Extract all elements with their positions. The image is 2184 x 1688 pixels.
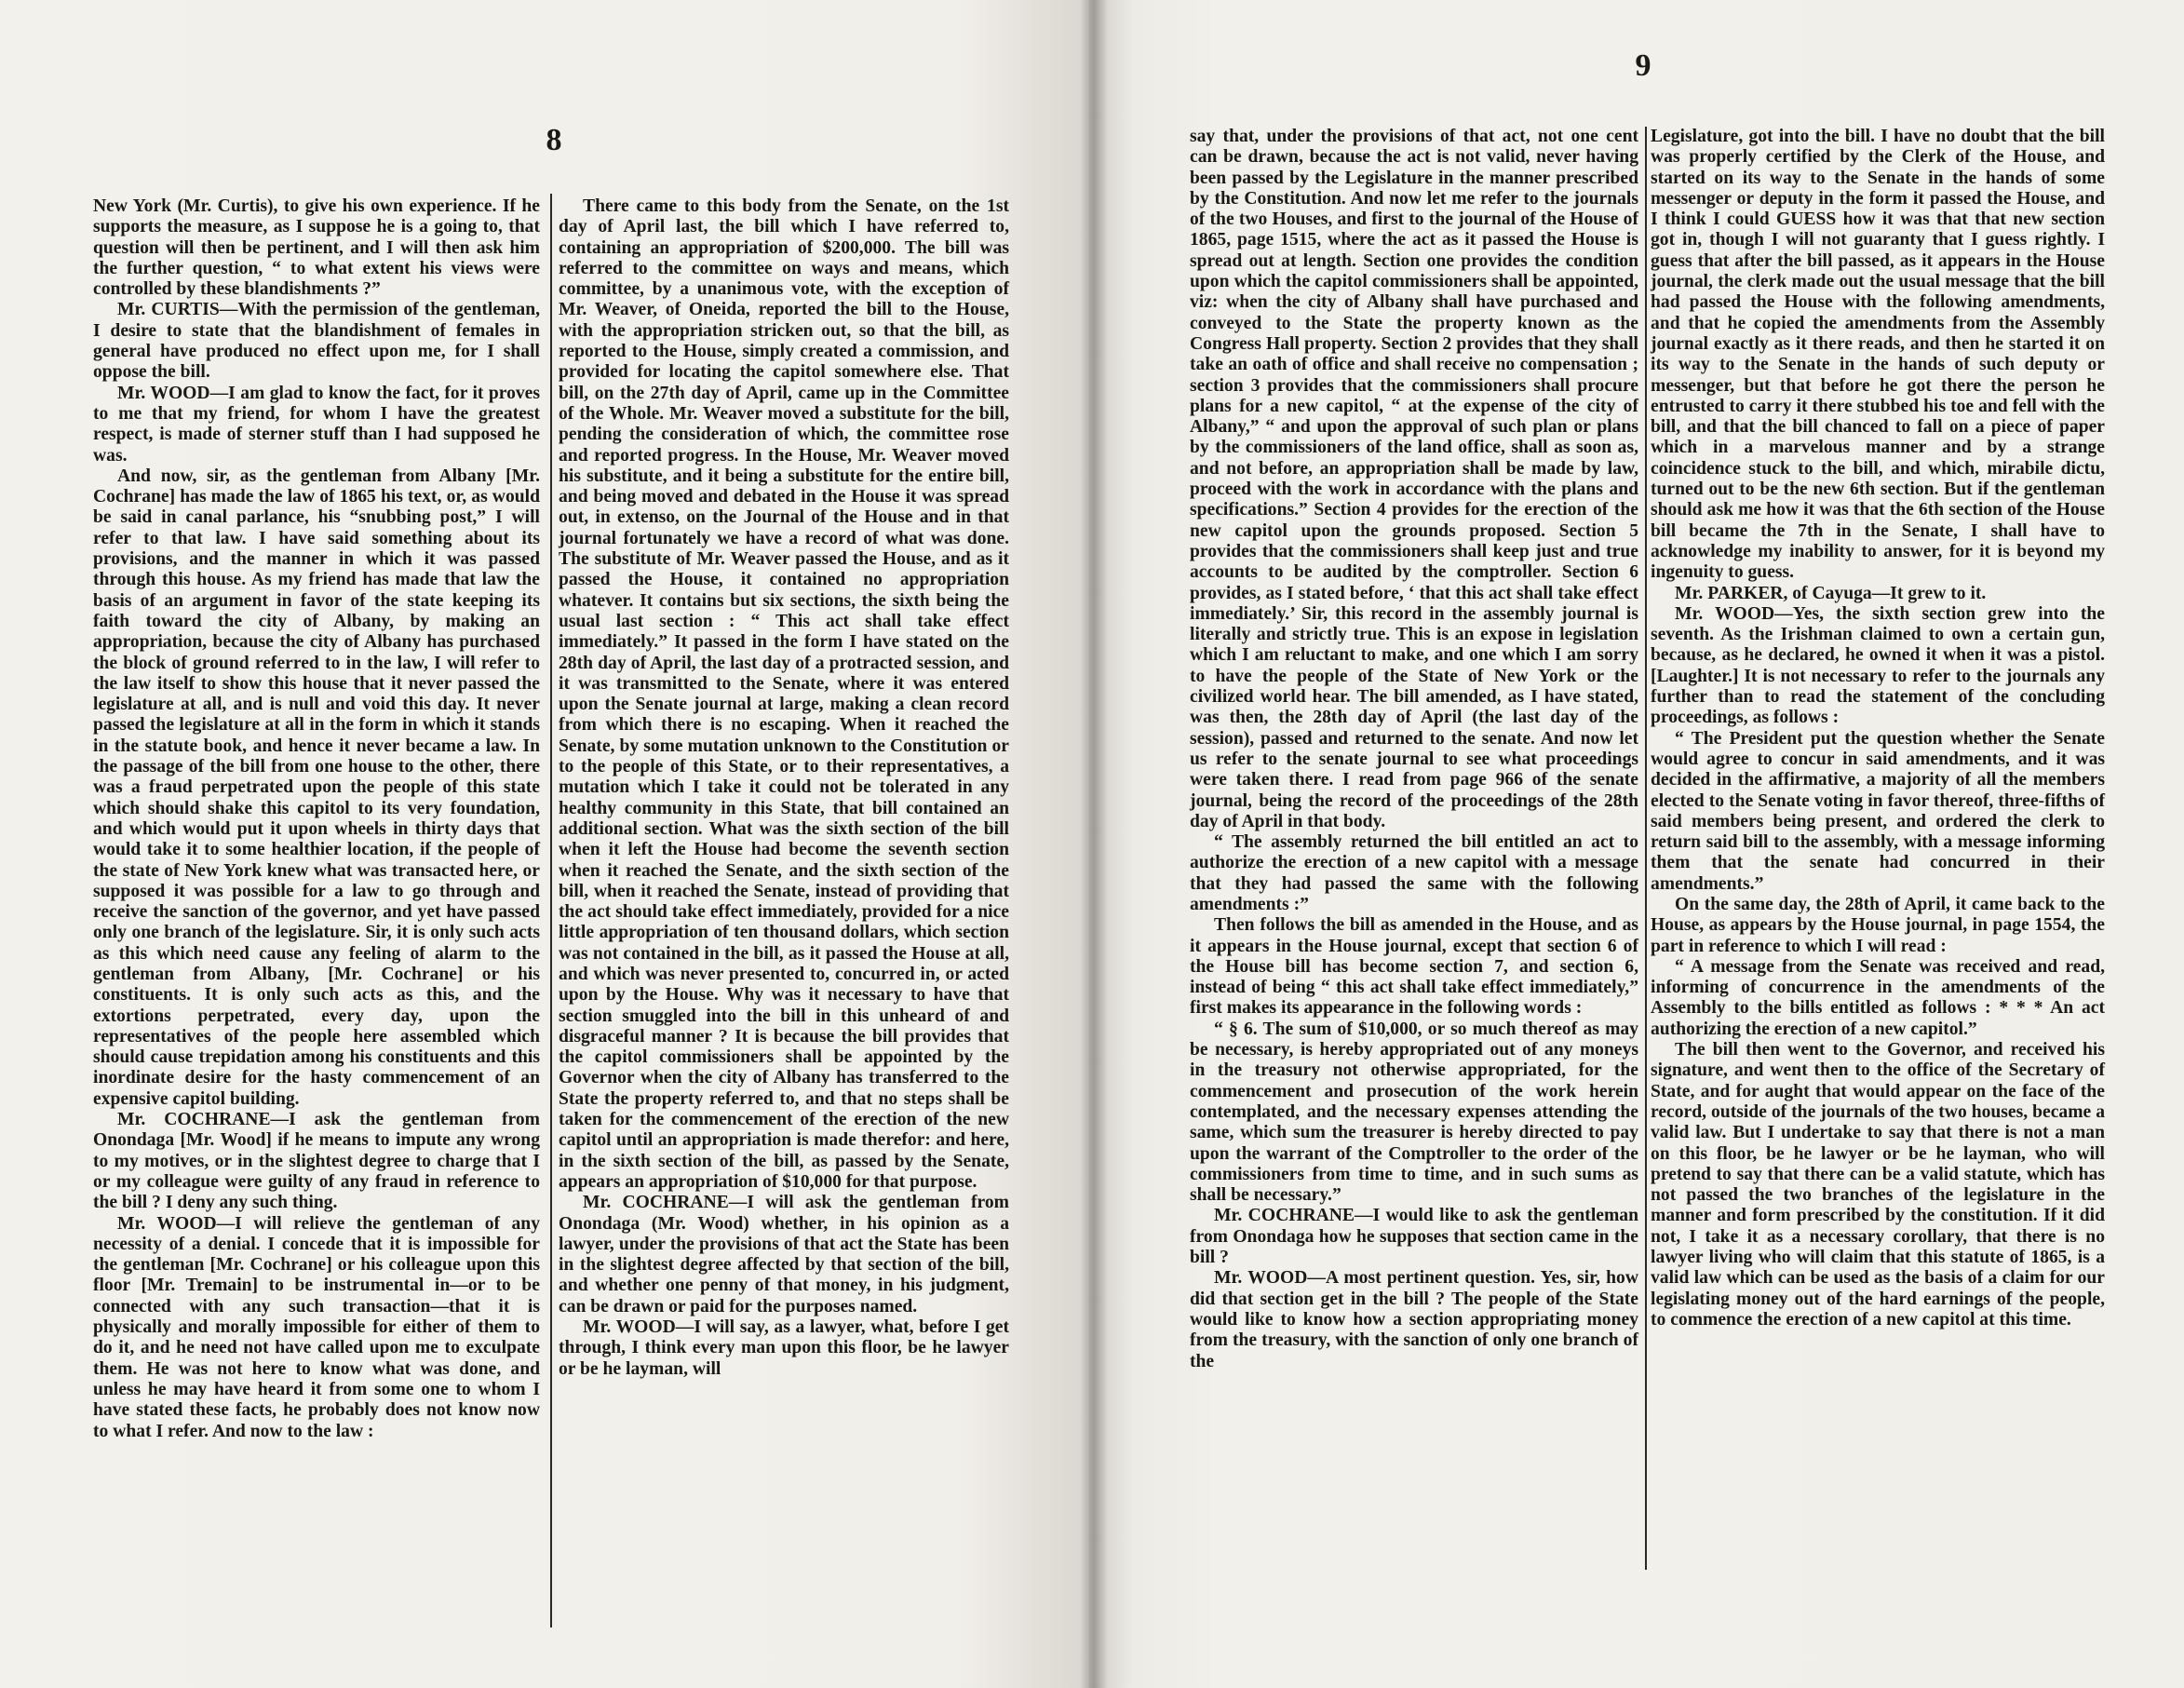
column-divider	[1645, 127, 1647, 1570]
column-1	[93, 196, 540, 1442]
book-gutter	[1080, 0, 1108, 1688]
paragraph: Legislature, got into the bill. I have no doubt that the bill was properly certified by the Clerk of the House, and started on its way to the Senate in the hands of some messenger or deputy in the form it passed the House, and I think I could GUESS how it was that that new section got in, though I will not guaranty that I guess rightly. I guess that after the bill passed, as it appears in the House journal, the clerk made out the usual message that the bill had passed the House with the following amendments, and that he copied the amendments from the Assembly journal exactly as it there reads, and then he started it on its way to the Senate in the hands of such deputy or messenger, but that before he got there the person he entrusted to carry it there stubbed his toe and fell with the bill, and that the bill chanced to fall on a piece of paper which in a marvelous manner and by a strange coincidence stuck to the bill, and which, mirabile dictu, turned out to be the new 6th section. But if the gentleman should ask me how it was that the 6th section of the House bill became the 7th in the Senate, I shall have to acknowledge my inability to answer, for it is beyond my ingenuity to guess.	[1651, 127, 2105, 583]
column-4	[1651, 127, 2105, 1330]
column-3	[1190, 127, 1638, 1372]
paragraph: Mr. WOOD—I will say, as a lawyer, what, before I get through, I think every man upon this floor, be he lawyer or be he layman, will	[559, 1317, 1009, 1379]
column-divider	[550, 194, 552, 1627]
paragraph: Mr. WOOD—I will relieve the gentleman of any necessity of a denial. I concede that it is impossible for the gentleman [Mr. Cochrane] or his colleague upon this floor [Mr. Tremain] to be instrumental in—or to be connected with any such transaction—that it is physically and morally impossible for either of them to do it, and he need not have called upon me to exculpate them. He was not here to know what was done, and unless he may have heard it from some one to whom I have stated these facts, he probably does not know now to what I refer. And now to the law :	[93, 1213, 540, 1441]
paragraph: “ The assembly returned the bill entitled an act to authorize the erection of a new capitol with a message that they had passed the same with the following amendments :”	[1190, 832, 1638, 914]
paragraph: Mr. WOOD—Yes, the sixth section grew into the seventh. As the Irishman claimed to own a certain gun, because, as he declared, he owned it when it was a pistol. [Laughter.] It is not necessary to refer to the journals any further than to read the statement of the concluding proceedings, as follows :	[1651, 603, 2105, 728]
page-number-right: 9	[1635, 48, 1651, 83]
paragraph: say that, under the provisions of that act, not one cent can be drawn, because the act is not valid, never having been passed by the Legislature in the manner prescribed by the Constitution. And now let me refer to the journals of the two Houses, and first to the journal of the House of 1865, page 1515, where the act as it passed the House is spread out at length. Section one provides the condition upon which the capitol commissioners shall be appointed, viz: when the city of Albany shall have purchased and conveyed to the State the property known as the Congress Hall property. Section 2 provides that they shall take an oath of office and shall receive no compensation ; section 3 provides that the commissioners shall procure plans for a new capitol, “ at the expense of the city of Albany,” “ and upon the approval of such plan or plans by the commissioners of the land office, shall as soon as, and not before, an appropriation shall be made by law, proceed with the work in accordance with the plans and specifications.” Section 4 provides for the erection of the new capitol upon the grounds proposed. Section 5 provides that the commissioners shall keep just and true accounts to be audited by the comptroller. Section 6 provides, as I stated before, ‘ that this act shall take effect immediately.’ Sir, this record in the assembly journal is literally and strictly true. This is an expose in legislation which I am reluctant to make, and one which I am sorry to have the people of the State of New York or the civilized world hear. The bill amended, as I have stated, was then, the 28th day of April (the last day of the session), passed and returned to the senate. And now let us refer to the senate journal to see what proceedings were taken there. I read from page 966 of the senate journal, being the record of the proceedings of the 28th day of April in that body.	[1190, 127, 1638, 831]
paragraph: There came to this body from the Senate, on the 1st day of April last, the bill which I have referred to, containing an appropriation of $200,000. The bill was referred to the committee on ways and means, which committee, by a unanimous vote, with the exception of Mr. Weaver, of Oneida, reported the bill to the House, with the appropriation stricken out, so that the bill, as reported to the House, simply created a commission, and provided for locating the capitol somewhere else. That bill, on the 27th day of April, came up in the Committee of the Whole. Mr. Weaver moved a substitute for the bill, pending the consideration of which, the committee rose and reported progress. In the House, Mr. Weaver moved his substitute, and it being a substitute for the entire bill, and being moved and debated in the House it was spread out, in extenso, on the Journal of the House and in that journal fortunately we have a record of what was done. The substitute of Mr. Weaver passed the House, and as it passed the House, it contained no appropriation whatever. It contains but six sections, the sixth being the usual last section : “ This act shall take effect immediately.” It passed in the form I have stated on the 28th day of April, the last day of a protracted session, and it was transmitted to the Senate, where it was entered upon the Senate journal at large, making a clean record from which there is no escaping. When it reached the Senate, by some mutation unknown to the Constitution or to the people of this State, or to their representatives, a mutation which I take it could not be tolerated in any healthy community in this State, that bill contained an additional section. What was the sixth section of the bill when it left the House had become the seventh section when it reached the Senate, and the sixth section of the bill, when it reached the Senate, instead of providing that the act should take effect immediately, provided for a nice little appropriation of ten thousand dollars, which section was not contained in the bill, as it passed the House at all, and which was never presented to, concurred in, or acted upon by the House. Why was it necessary to have that section smuggled into the bill in this unheard of and disgraceful manner ? It is because the bill provides that the capitol commissioners shall be appointed by the Governor when the city of Albany has transferred to the State the property referred to, and that no steps shall be taken for the commencement of the erection of the new capitol until an appropriation is made therefor: and here, in the sixth section of the bill, as passed by the Senate, appears an appropriation of $10,000 for that purpose.	[559, 196, 1009, 1192]
paragraph: “ § 6. The sum of $10,000, or so much thereof as may be necessary, is hereby appropriated out of any moneys in the treasury not otherwise appropriated, for the commencement and prosecution of the work herein contemplated, and the necessary expenses attending the same, which sum the treasurer is hereby directed to pay upon the warrant of the Comptroller to the order of the commissioners from time to time, and in such sums as shall be necessary.”	[1190, 1019, 1638, 1206]
left-page	[0, 0, 1089, 1688]
page-number-left: 8	[546, 123, 562, 157]
paragraph: “ The President put the question whether the Senate would agree to concur in said amendments, and it was decided in the affirmative, a majority of all the members elected to the Senate voting in favor thereof, three-fifths of said members being present, and ordered the clerk to return said bill to the assembly, with a message informing them that the senate had concurred in their amendments.”	[1651, 728, 2105, 894]
paragraph: Mr. COCHRANE—I will ask the gentleman from Onondaga (Mr. Wood) whether, in his opinion as a lawyer, under the provisions of that act the State has been in the slightest degree affected by that section of the bill, and whether one penny of that money, in his judgment, can be drawn or paid for the purposes named.	[559, 1193, 1009, 1317]
paragraph: Mr. COCHRANE—I would like to ask the gentleman from Onondaga how he supposes that section came in the bill ?	[1190, 1206, 1638, 1268]
paragraph: “ A message from the Senate was received and read, informing of concurrence in the amendments of the Assembly to the bills entitled as follows : * * * An act authorizing the erection of a new capitol.”	[1651, 956, 2105, 1039]
paragraph: Mr. CURTIS—With the permission of the gentleman, I desire to state that the blandishment of females in general have produced no effect upon me, for I shall oppose the bill.	[93, 300, 540, 383]
paragraph: Then follows the bill as amended in the House, and as it appears in the House journal, except that section 6 of the House bill has become section 7, and section 6, instead of being “ this act shall take effect immediately,” first makes its appearance in the following words :	[1190, 915, 1638, 1019]
paragraph: New York (Mr. Curtis), to give his own experience. If he supports the measure, as I suppose he is a going to, that question will then be pertinent, and I will then ask him the further question, “ to what extent his views were controlled by these blandishments ?”	[93, 196, 540, 300]
paragraph: Mr. PARKER, of Cayuga—It grew to it.	[1675, 583, 1987, 603]
paragraph: Mr. WOOD—A most pertinent question. Yes, sir, how did that section get in the bill ? The people of the State would like to know how a section appropriating money from the treasury, with the sanction of only one branch of the	[1190, 1268, 1638, 1371]
paragraph: On the same day, the 28th of April, it came back to the House, as appears by the House journal, in page 1554, the part in reference to which I will read :	[1651, 894, 2105, 956]
paragraph: And now, sir, as the gentleman from Albany [Mr. Cochrane] has made the law of 1865 his text, or, as would be said in canal parlance, his “snubbing post,” I will refer to that law. I have said something about its provisions, and the manner in which it was passed through this house. As my friend has made that law the basis of an argument in favor of the state keeping its faith toward the city of Albany, by making an appropriation, because the city of Albany has purchased the block of ground referred to in the law, I will refer to the law itself to show this house that it never passed the legislature at all, and is null and void this day. It never passed the legislature at all in the form in which it stands in the statute book, and hence it never became a law. In the passage of the bill from one house to the other, there was a fraud perpetrated upon the people of this state which should shake this capitol to its very foundation, and which would put it upon wheels in thirty days that would take it to some healthier location, if the people of the state of New York knew what was transacted here, or supposed it was possible for a law to go through and receive the sanction of the governor, and yet have passed only one branch of the legislature. Sir, it is only such acts as this which need cause any feeling of alarm to the gentleman from Albany, [Mr. Cochrane] or his constituents. It is only such acts as this, and the extortions perpetrated, every day, upon the representatives of the people here assembled which should cause trepidation among his constituents and this inordinate desire for the hasty commencement of an expensive capitol building.	[93, 466, 540, 1109]
paragraph: Mr. COCHRANE—I ask the gentleman from Onondaga [Mr. Wood] if he means to impute any wrong to my motives, or in the slightest degree to charge that I or my colleague were guilty of any fraud in reference to the bill ? I deny any such thing.	[93, 1110, 540, 1213]
column-2	[559, 196, 1009, 1380]
paragraph: Mr. WOOD—I am glad to know the fact, for it proves to me that my friend, for whom I have the greatest respect, is made of sterner stuff than I had supposed he was.	[93, 383, 540, 466]
paragraph: The bill then went to the Governor, and received his signature, and went then to the office of the Secretary of State, and for aught that would appear on the face of the record, outside of the journals of the two houses, became a valid law. But I undertake to say that there is not a man on this floor, be he lawyer or be he layman, who will pretend to say that there can be a valid statute, which has not passed the two branches of the legislature in the manner and form prescribed by the constitution. If it did not, I take it as a necessary corollary, that there is no lawyer living who will claim that this statute of 1865, is a valid law which can be used as the basis of a claim for our legislating money out of the hard earnings of the people, to commence the erection of a new capitol at this time.	[1651, 1040, 2105, 1330]
